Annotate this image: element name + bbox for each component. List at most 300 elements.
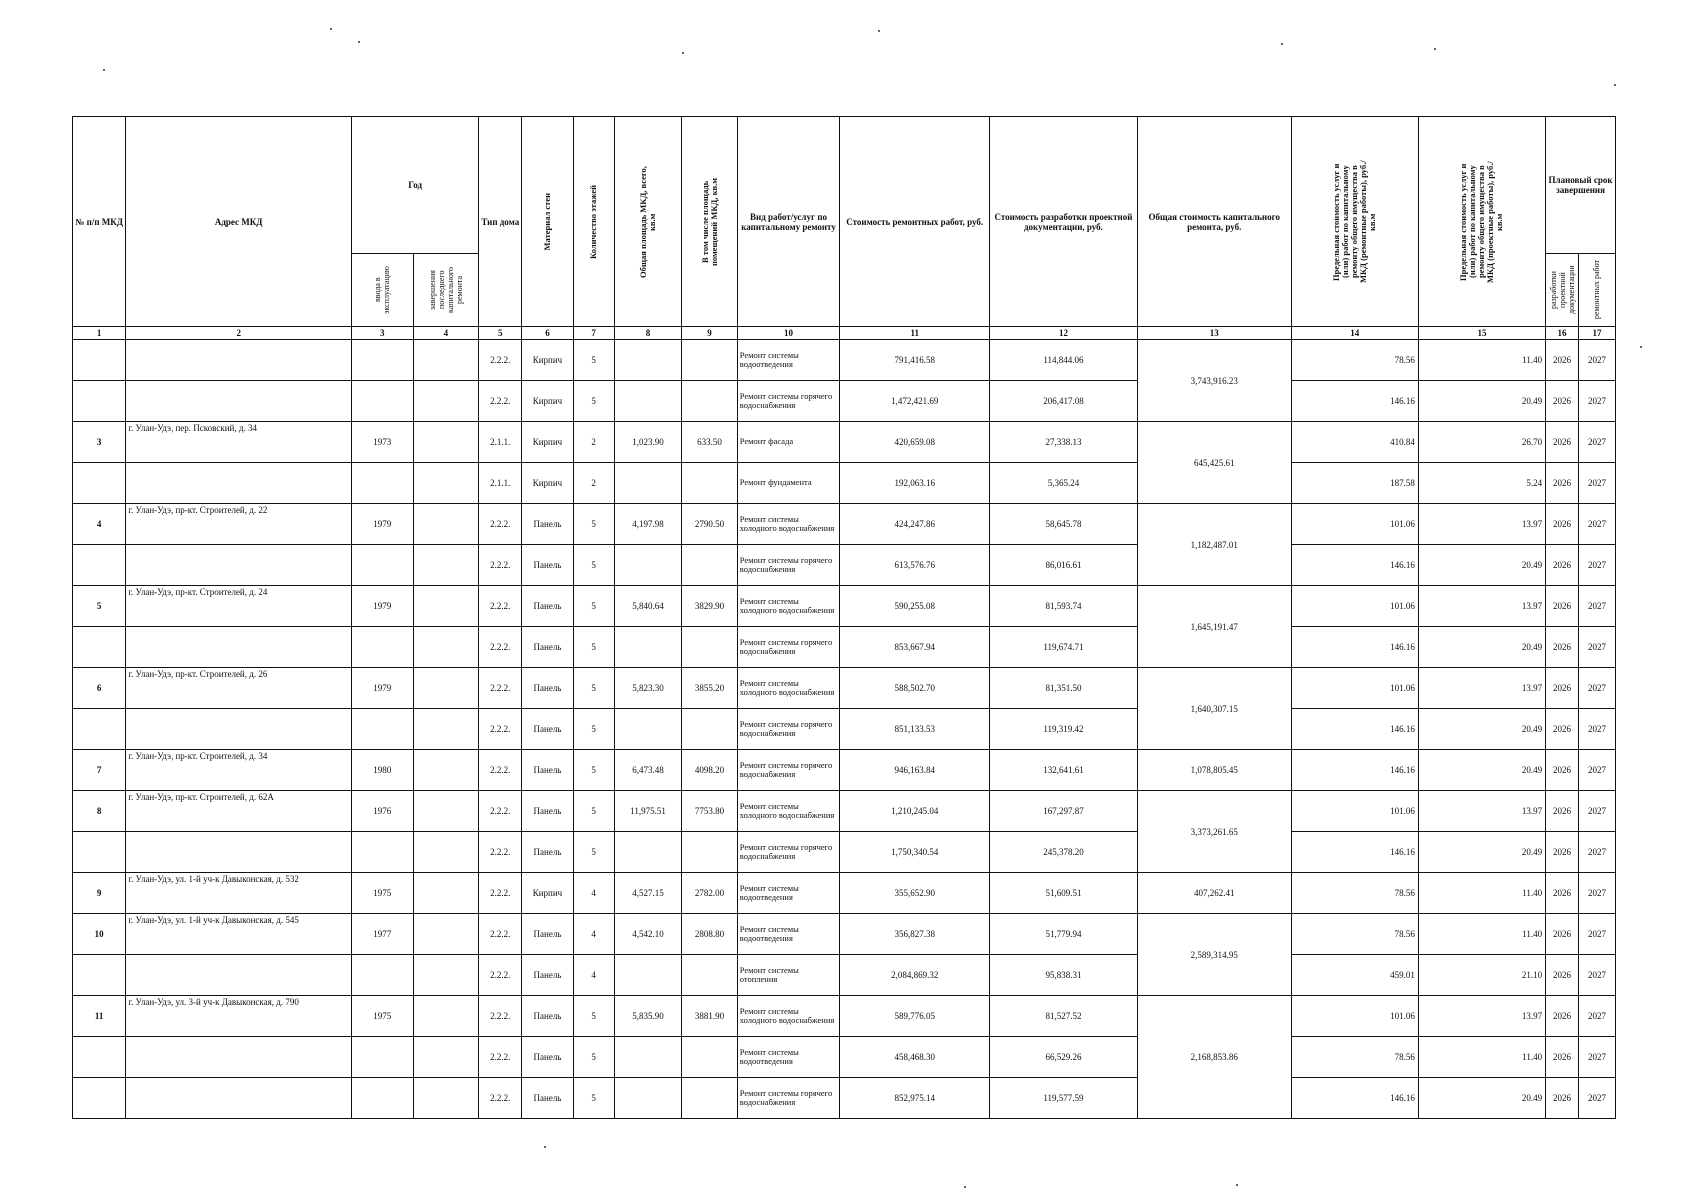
table-row: [73, 668, 1616, 709]
year-input-cell: [352, 545, 414, 586]
area-premises-cell: 3855.20: [682, 668, 737, 709]
year-input-cell: 1979: [352, 668, 414, 709]
floors-cell: 5: [573, 996, 614, 1037]
limit-repair-cell: 78.56: [1291, 873, 1418, 914]
term-design-cell: 2026: [1546, 668, 1579, 709]
cost-repair-cell: 192,063.16: [840, 463, 990, 504]
limit-design-cell: 20.49: [1418, 832, 1545, 873]
cost-design-cell: 58,645.78: [990, 504, 1138, 545]
address-cell: г. Улан-Удэ, пр-кт. Строителей, д. 26: [126, 668, 352, 709]
scan-speck: [964, 1186, 966, 1188]
term-work-cell: 2027: [1578, 955, 1615, 996]
wall-material-cell: Панель: [522, 832, 573, 873]
area-premises-cell: [682, 340, 737, 381]
work-type-cell: Ремонт системы горячего водоснабжения: [737, 381, 840, 422]
limit-design-cell: 13.97: [1418, 791, 1545, 832]
floors-cell: 5: [573, 586, 614, 627]
work-type-cell: Ремонт системы холодного водоснабжения: [737, 504, 840, 545]
row-number: [73, 1078, 126, 1119]
work-type-cell: Ремонт системы горячего водоснабжения: [737, 627, 840, 668]
cost-design-cell: 206,417.08: [990, 381, 1138, 422]
term-work-cell: 2027: [1578, 1037, 1615, 1078]
house-type-cell: 2.2.2.: [479, 381, 522, 422]
column-number: 10: [737, 327, 840, 340]
house-type-cell: 2.2.2.: [479, 873, 522, 914]
wall-material-cell: Панель: [522, 996, 573, 1037]
work-type-cell: Ремонт системы холодного водоснабжения: [737, 791, 840, 832]
house-type-cell: 2.2.2.: [479, 709, 522, 750]
table-row: [73, 791, 1616, 832]
year-last-cell: [413, 381, 479, 422]
cost-repair-cell: 424,247.86: [840, 504, 990, 545]
term-work-cell: 2027: [1578, 627, 1615, 668]
term-work-cell: 2027: [1578, 832, 1615, 873]
floors-cell: 5: [573, 791, 614, 832]
limit-design-cell: 26.70: [1418, 422, 1545, 463]
row-number: [73, 463, 126, 504]
wall-material-cell: Панель: [522, 709, 573, 750]
limit-design-cell: 11.40: [1418, 914, 1545, 955]
area-total-cell: [614, 381, 682, 422]
address-cell: г. Улан-Удэ, ул. 1-й уч-к Давыконская, д. 545: [126, 914, 352, 955]
limit-design-cell: 13.97: [1418, 586, 1545, 627]
wall-material-cell: Панель: [522, 545, 573, 586]
address-cell: г. Улан-Удэ, пр-кт. Строителей, д. 62А: [126, 791, 352, 832]
area-total-cell: [614, 463, 682, 504]
year-last-cell: [413, 586, 479, 627]
area-premises-cell: [682, 832, 737, 873]
col-term-header: Плановый срок завершения: [1546, 117, 1616, 254]
column-number: 13: [1137, 327, 1291, 340]
row-number: [73, 1037, 126, 1078]
year-input-cell: [352, 709, 414, 750]
limit-repair-cell: 146.16: [1291, 381, 1418, 422]
table-row: [73, 422, 1616, 463]
year-last-cell: [413, 996, 479, 1037]
area-total-cell: [614, 627, 682, 668]
floors-cell: 4: [573, 955, 614, 996]
column-number: 14: [1291, 327, 1418, 340]
limit-repair-cell: 78.56: [1291, 340, 1418, 381]
floors-cell: 5: [573, 627, 614, 668]
term-work-cell: 2027: [1578, 668, 1615, 709]
address-cell: [126, 1037, 352, 1078]
table-row: [73, 1078, 1616, 1119]
floors-cell: 5: [573, 709, 614, 750]
wall-material-cell: Панель: [522, 668, 573, 709]
year-last-cell: [413, 914, 479, 955]
area-premises-cell: [682, 627, 737, 668]
term-work-cell: 2027: [1578, 340, 1615, 381]
col-year-last-header: завершения последнего капитального ремонта: [413, 254, 479, 327]
table-row: [73, 504, 1616, 545]
address-cell: [126, 340, 352, 381]
column-number: 15: [1418, 327, 1545, 340]
year-input-cell: [352, 381, 414, 422]
cost-repair-cell: 458,468.30: [840, 1037, 990, 1078]
limit-repair-cell: 146.16: [1291, 709, 1418, 750]
wall-material-cell: Панель: [522, 504, 573, 545]
year-last-cell: [413, 422, 479, 463]
cost-design-cell: 132,641.61: [990, 750, 1138, 791]
limit-repair-cell: 146.16: [1291, 750, 1418, 791]
work-type-cell: Ремонт системы горячего водоснабжения: [737, 750, 840, 791]
table-row: [73, 586, 1616, 627]
house-type-cell: 2.2.2.: [479, 627, 522, 668]
cost-design-cell: 114,844.06: [990, 340, 1138, 381]
limit-design-cell: 13.97: [1418, 668, 1545, 709]
term-work-cell: 2027: [1578, 586, 1615, 627]
total-cost-cell: 645,425.61: [1137, 422, 1291, 504]
limit-repair-cell: 101.06: [1291, 791, 1418, 832]
address-cell: [126, 381, 352, 422]
house-type-cell: 2.2.2.: [479, 668, 522, 709]
floors-cell: 5: [573, 381, 614, 422]
work-type-cell: Ремонт системы водоотведения: [737, 1037, 840, 1078]
col-address-header: Адрес МКД: [126, 117, 352, 327]
column-number: 12: [990, 327, 1138, 340]
column-number: 5: [479, 327, 522, 340]
wall-material-cell: Панель: [522, 955, 573, 996]
area-total-cell: 6,473.48: [614, 750, 682, 791]
row-number: [73, 832, 126, 873]
scan-speck: [103, 69, 105, 71]
house-type-cell: 2.2.2.: [479, 545, 522, 586]
table-row: [73, 873, 1616, 914]
house-type-cell: 2.2.2.: [479, 586, 522, 627]
year-last-cell: [413, 504, 479, 545]
limit-repair-cell: 146.16: [1291, 545, 1418, 586]
column-number: 7: [573, 327, 614, 340]
term-design-cell: 2026: [1546, 586, 1579, 627]
limit-repair-cell: 101.06: [1291, 996, 1418, 1037]
work-type-cell: Ремонт системы горячего водоснабжения: [737, 545, 840, 586]
cost-repair-cell: 355,652.90: [840, 873, 990, 914]
floors-cell: 4: [573, 873, 614, 914]
term-work-cell: 2027: [1578, 873, 1615, 914]
term-design-cell: 2026: [1546, 709, 1579, 750]
address-cell: [126, 832, 352, 873]
area-total-cell: 5,835.90: [614, 996, 682, 1037]
cost-repair-cell: 356,827.38: [840, 914, 990, 955]
term-work-cell: 2027: [1578, 504, 1615, 545]
wall-material-cell: Панель: [522, 1037, 573, 1078]
limit-design-cell: 20.49: [1418, 545, 1545, 586]
row-number: 9: [73, 873, 126, 914]
cost-design-cell: 119,577.59: [990, 1078, 1138, 1119]
house-type-cell: 2.2.2.: [479, 1037, 522, 1078]
table-row: [73, 709, 1616, 750]
house-type-cell: 2.2.2.: [479, 750, 522, 791]
limit-design-cell: 20.49: [1418, 709, 1545, 750]
cost-design-cell: 51,779.94: [990, 914, 1138, 955]
limit-design-cell: 20.49: [1418, 381, 1545, 422]
total-cost-cell: 407,262.41: [1137, 873, 1291, 914]
address-cell: г. Улан-Удэ, пр-кт. Строителей, д. 22: [126, 504, 352, 545]
limit-design-cell: 20.49: [1418, 1078, 1545, 1119]
scan-speck: [1614, 84, 1616, 86]
house-type-cell: 2.1.1.: [479, 463, 522, 504]
limit-repair-cell: 187.58: [1291, 463, 1418, 504]
cost-design-cell: 245,378.20: [990, 832, 1138, 873]
cost-design-cell: 81,593.74: [990, 586, 1138, 627]
limit-repair-cell: 78.56: [1291, 914, 1418, 955]
col-num-header: № п/п МКД: [73, 117, 126, 327]
cost-design-cell: 51,609.51: [990, 873, 1138, 914]
table-row: [73, 914, 1616, 955]
column-number: 6: [522, 327, 573, 340]
house-type-cell: 2.2.2.: [479, 1078, 522, 1119]
col-limit-rep-header: Предельная стоимость услуг и (или) работ по капитальному ремонту общего имущества в МКД (ремонтные работы), руб./кв.м: [1291, 117, 1418, 327]
floors-cell: 5: [573, 832, 614, 873]
area-premises-cell: [682, 1037, 737, 1078]
row-number: 10: [73, 914, 126, 955]
cost-design-cell: 119,319.42: [990, 709, 1138, 750]
column-number: 16: [1546, 327, 1579, 340]
table-row: [73, 832, 1616, 873]
address-cell: [126, 545, 352, 586]
area-premises-cell: 2808.80: [682, 914, 737, 955]
term-work-cell: 2027: [1578, 463, 1615, 504]
term-design-cell: 2026: [1546, 1078, 1579, 1119]
cost-design-cell: 5,365.24: [990, 463, 1138, 504]
year-last-cell: [413, 832, 479, 873]
row-number: [73, 381, 126, 422]
year-last-cell: [413, 709, 479, 750]
floors-cell: 2: [573, 463, 614, 504]
term-design-cell: 2026: [1546, 340, 1579, 381]
scan-speck: [682, 52, 684, 54]
work-type-cell: Ремонт системы горячего водоснабжения: [737, 1078, 840, 1119]
area-total-cell: [614, 709, 682, 750]
year-input-cell: [352, 340, 414, 381]
cost-repair-cell: 852,975.14: [840, 1078, 990, 1119]
term-design-cell: 2026: [1546, 504, 1579, 545]
area-premises-cell: [682, 1078, 737, 1119]
area-premises-cell: 2782.00: [682, 873, 737, 914]
term-work-cell: 2027: [1578, 381, 1615, 422]
table-body: [73, 340, 1616, 1119]
term-design-cell: 2026: [1546, 1037, 1579, 1078]
limit-design-cell: 13.97: [1418, 504, 1545, 545]
year-input-cell: [352, 1078, 414, 1119]
wall-material-cell: Панель: [522, 1078, 573, 1119]
term-work-cell: 2027: [1578, 545, 1615, 586]
area-premises-cell: [682, 545, 737, 586]
cost-repair-cell: 946,163.84: [840, 750, 990, 791]
year-input-cell: [352, 463, 414, 504]
wall-material-cell: Панель: [522, 586, 573, 627]
row-number: 3: [73, 422, 126, 463]
cost-repair-cell: 588,502.70: [840, 668, 990, 709]
wall-material-cell: Кирпич: [522, 381, 573, 422]
total-cost-cell: 2,168,853.86: [1137, 996, 1291, 1119]
year-last-cell: [413, 668, 479, 709]
year-input-cell: 1975: [352, 996, 414, 1037]
area-total-cell: 11,975.51: [614, 791, 682, 832]
col-work-header: Вид работ/услуг по капитальному ремонту: [737, 117, 840, 327]
cost-design-cell: 81,527.52: [990, 996, 1138, 1037]
term-design-cell: 2026: [1546, 422, 1579, 463]
address-cell: г. Улан-Удэ, пр-кт. Строителей, д. 24: [126, 586, 352, 627]
column-number: 8: [614, 327, 682, 340]
limit-repair-cell: 146.16: [1291, 627, 1418, 668]
year-input-cell: 1979: [352, 504, 414, 545]
table-row: [73, 627, 1616, 668]
year-last-cell: [413, 873, 479, 914]
limit-design-cell: 21.10: [1418, 955, 1545, 996]
area-total-cell: 4,197.98: [614, 504, 682, 545]
column-number: 3: [352, 327, 414, 340]
wall-material-cell: Кирпич: [522, 422, 573, 463]
year-input-cell: [352, 832, 414, 873]
row-number: 7: [73, 750, 126, 791]
col-cost-rep-header: Стоимость ремонтных работ, руб.: [840, 117, 990, 327]
limit-design-cell: 11.40: [1418, 340, 1545, 381]
total-cost-cell: 1,640,307.15: [1137, 668, 1291, 750]
row-number: 5: [73, 586, 126, 627]
year-last-cell: [413, 750, 479, 791]
work-type-cell: Ремонт системы горячего водоснабжения: [737, 709, 840, 750]
term-design-cell: 2026: [1546, 873, 1579, 914]
area-premises-cell: [682, 463, 737, 504]
cost-design-cell: 81,351.50: [990, 668, 1138, 709]
year-input-cell: [352, 955, 414, 996]
floors-cell: 5: [573, 1037, 614, 1078]
column-number: 9: [682, 327, 737, 340]
col-term-doc-header: разработки проектной документации: [1546, 254, 1579, 327]
year-last-cell: [413, 463, 479, 504]
work-type-cell: Ремонт системы холодного водоснабжения: [737, 996, 840, 1037]
limit-design-cell: 20.49: [1418, 627, 1545, 668]
row-number: [73, 545, 126, 586]
scan-speck: [330, 28, 332, 30]
year-input-cell: 1975: [352, 873, 414, 914]
floors-cell: 5: [573, 1078, 614, 1119]
term-work-cell: 2027: [1578, 1078, 1615, 1119]
row-number: [73, 709, 126, 750]
work-type-cell: Ремонт системы отопления: [737, 955, 840, 996]
cost-repair-cell: 589,776.05: [840, 996, 990, 1037]
house-type-cell: 2.2.2.: [479, 914, 522, 955]
column-number: 17: [1578, 327, 1615, 340]
term-work-cell: 2027: [1578, 914, 1615, 955]
term-work-cell: 2027: [1578, 791, 1615, 832]
term-design-cell: 2026: [1546, 381, 1579, 422]
term-design-cell: 2026: [1546, 791, 1579, 832]
limit-repair-cell: 101.06: [1291, 586, 1418, 627]
work-type-cell: Ремонт системы водоотведения: [737, 340, 840, 381]
cost-repair-cell: 791,416.58: [840, 340, 990, 381]
col-wall-header: Материал стен: [522, 117, 573, 327]
scan-speck: [544, 1146, 546, 1148]
scan-speck: [878, 30, 880, 32]
area-premises-cell: [682, 709, 737, 750]
area-total-cell: [614, 955, 682, 996]
col-cost-doc-header: Стоимость разработки проектной документации, руб.: [990, 117, 1138, 327]
limit-repair-cell: 101.06: [1291, 668, 1418, 709]
area-premises-cell: 2790.50: [682, 504, 737, 545]
area-premises-cell: 633.50: [682, 422, 737, 463]
floors-cell: 5: [573, 668, 614, 709]
col-cost-total-header: Общая стоимость капитального ремонта, руб.: [1137, 117, 1291, 327]
house-type-cell: 2.2.2.: [479, 791, 522, 832]
limit-repair-cell: 101.06: [1291, 504, 1418, 545]
limit-repair-cell: 146.16: [1291, 1078, 1418, 1119]
year-input-cell: 1980: [352, 750, 414, 791]
term-work-cell: 2027: [1578, 422, 1615, 463]
limit-design-cell: 13.97: [1418, 996, 1545, 1037]
limit-repair-cell: 146.16: [1291, 832, 1418, 873]
work-type-cell: Ремонт системы водоотведения: [737, 873, 840, 914]
work-type-cell: Ремонт системы водоотведения: [737, 914, 840, 955]
table-row: [73, 996, 1616, 1037]
total-cost-cell: 3,743,916.23: [1137, 340, 1291, 422]
term-design-cell: 2026: [1546, 914, 1579, 955]
table-row: [73, 340, 1616, 381]
area-total-cell: 5,840.64: [614, 586, 682, 627]
house-type-cell: 2.2.2.: [479, 955, 522, 996]
cost-design-cell: 66,529.26: [990, 1037, 1138, 1078]
address-cell: г. Улан-Удэ, ул. 3-й уч-к Давыконская, д. 790: [126, 996, 352, 1037]
year-last-cell: [413, 1078, 479, 1119]
col-limit-doc-header: Предельная стоимость услуг и (или) работ по капитальному ремонту общего имущества в МКД (проектные работы), руб./кв.м: [1418, 117, 1545, 327]
cost-design-cell: 27,338.13: [990, 422, 1138, 463]
house-type-cell: 2.1.1.: [479, 422, 522, 463]
table-row: [73, 381, 1616, 422]
year-input-cell: 1973: [352, 422, 414, 463]
wall-material-cell: Панель: [522, 914, 573, 955]
cost-design-cell: 167,297.87: [990, 791, 1138, 832]
area-premises-cell: 7753.80: [682, 791, 737, 832]
term-work-cell: 2027: [1578, 709, 1615, 750]
scan-speck: [1236, 1184, 1238, 1186]
term-work-cell: 2027: [1578, 750, 1615, 791]
year-input-cell: [352, 1037, 414, 1078]
work-type-cell: Ремонт системы горячего водоснабжения: [737, 832, 840, 873]
column-number-row: [73, 327, 1616, 340]
col-year-input-header: ввода в эксплуатацию: [352, 254, 414, 327]
house-type-cell: 2.2.2.: [479, 832, 522, 873]
area-total-cell: 4,542.10: [614, 914, 682, 955]
cost-repair-cell: 1,210,245.04: [840, 791, 990, 832]
scan-speck: [358, 41, 360, 43]
total-cost-cell: 1,182,487.01: [1137, 504, 1291, 586]
floors-cell: 5: [573, 504, 614, 545]
column-number: 11: [840, 327, 990, 340]
cost-repair-cell: 2,084,869.32: [840, 955, 990, 996]
term-design-cell: 2026: [1546, 832, 1579, 873]
wall-material-cell: Кирпич: [522, 463, 573, 504]
year-input-cell: 1979: [352, 586, 414, 627]
year-input-cell: 1976: [352, 791, 414, 832]
wall-material-cell: Кирпич: [522, 873, 573, 914]
address-cell: [126, 709, 352, 750]
cost-repair-cell: 853,667.94: [840, 627, 990, 668]
work-type-cell: Ремонт фундамента: [737, 463, 840, 504]
table-row: [73, 463, 1616, 504]
total-cost-cell: 2,589,314.95: [1137, 914, 1291, 996]
row-number: [73, 627, 126, 668]
year-input-cell: [352, 627, 414, 668]
area-total-cell: 5,823.30: [614, 668, 682, 709]
col-floors-header: Количество этажей: [573, 117, 614, 327]
address-cell: г. Улан-Удэ, пр-кт. Строителей, д. 34: [126, 750, 352, 791]
term-design-cell: 2026: [1546, 955, 1579, 996]
limit-design-cell: 20.49: [1418, 750, 1545, 791]
work-type-cell: Ремонт системы холодного водоснабжения: [737, 586, 840, 627]
row-number: 4: [73, 504, 126, 545]
